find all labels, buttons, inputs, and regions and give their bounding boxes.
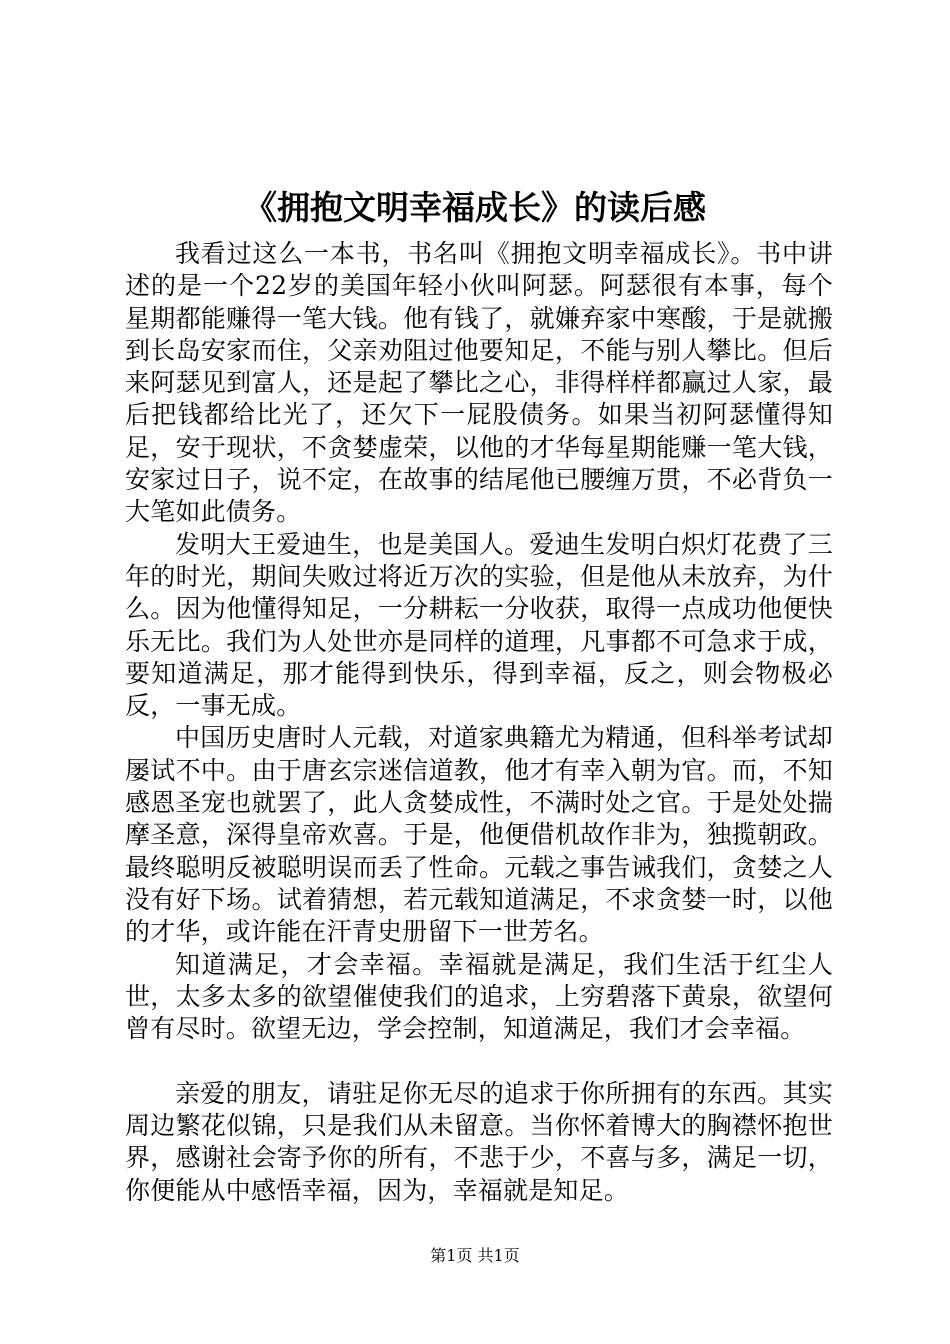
paragraph-4: 知道满足，才会幸福。幸福就是满足，我们生活于红尘人世，太多太多的欲望催使我们的追求，上穷碧落下黄泉，欲望何曾有尽时。欲望无边，学会控制，知道满足，我们才会幸福。 [125, 949, 833, 1044]
paragraph-1: 我看过这么一本书，书名叫《拥抱文明幸福成长》。书中讲述的是一个22岁的美国年轻小伙叫阿瑟。阿瑟很有本事，每个星期都能赚得一笔大钱。他有钱了，就嫌弃家中寒酸，于是就搬到长岛安家而住，父亲劝阻过他要知足，不能与别人攀比。但后来阿瑟见到富人，还是起了攀比之心，非得样样都赢过人家，最后把钱都给比光了，还欠下一屁股债务。如果当初阿瑟懂得知足，安于现状，不贪婪虚荣，以他的才华每星期能赚一笔大钱，安家过日子，说不定，在故事的结尾他已腰缠万贯，不必背负一大笔如此债务。 [125, 239, 833, 527]
paragraph-2: 发明大王爱迪生，也是美国人。爱迪生发明白炽灯花费了三年的时光，期间失败过将近万次的实验，但是他从未放弃，为什么。因为他懂得知足，一分耕耘一分收获，取得一点成功他便快乐无比。我们为人处世亦是同样的道理，凡事都不可急求于成，要知道满足，那才能得到快乐，得到幸福，反之，则会物极必反，一事无成。 [125, 529, 833, 721]
paragraph-3: 中国历史唐时人元载，对道家典籍尤为精通，但科举考试却屡试不中。由于唐玄宗迷信道教，他才有幸入朝为官。而，不知感恩圣宠也就罢了，此人贪婪成性，不满时处之官。于是处处揣摩圣意，深得皇帝欢喜。于是，他便借机故作非为，独揽朝政。最终聪明反被聪明误而丢了性命。元载之事告诫我们，贪婪之人没有好下场。试着猜想，若元载知道满足，不求贪婪一时，以他的才华，或许能在汗青史册留下一世芳名。 [125, 723, 833, 947]
page-footer: 第1页 共1页 [430, 1246, 520, 1265]
paragraph-spacer [125, 1045, 833, 1077]
paragraph-5: 亲爱的朋友，请驻足你无尽的追求于你所拥有的东西。其实周边繁花似锦，只是我们从未留意。当你怀着博大的胸襟怀抱世界，感谢社会寄予你的所有，不悲于少，不喜与多，满足一切，你便能从中感悟幸福，因为，幸福就是知足。 [125, 1078, 833, 1205]
page-title: 《拥抱文明幸福成长》的读后感 [244, 188, 706, 227]
document-body [125, 238, 833, 1207]
